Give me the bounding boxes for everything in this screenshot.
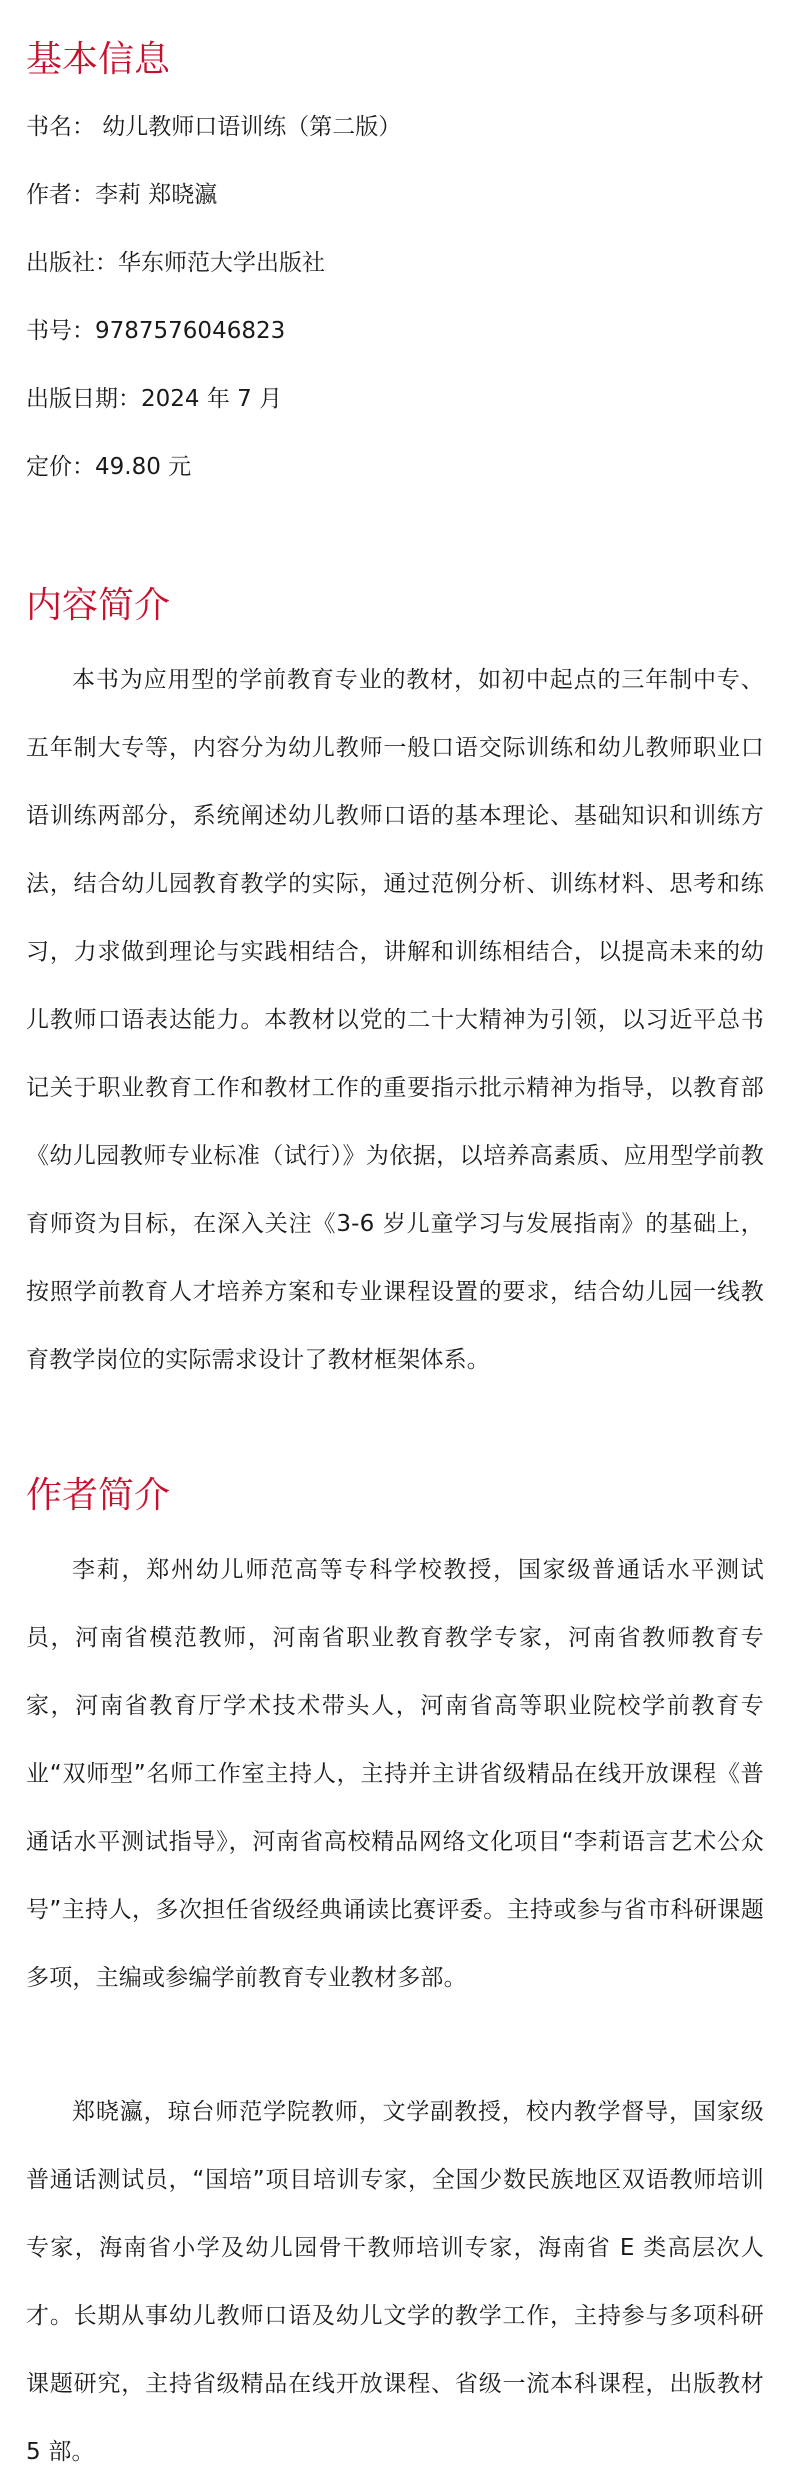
author-line: 作者：李莉 郑晓瀛 bbox=[26, 182, 218, 208]
summary-heading: 内容简介 bbox=[26, 585, 171, 626]
publish-date-line: 出版日期：2024 年 7 月 bbox=[26, 386, 283, 412]
price-line: 定价：49.80 元 bbox=[26, 454, 192, 480]
author-bio-li-li: 李莉，郑州幼儿师范高等专科学校教授，国家级普通话水平测试员，河南省模范教师，河南省职业教育教学专家，河南省教师教育专家，河南省教育厅学术技术带头人，河南省高等职业院校学前教育专业“双师型”名师工作室主持人，主持并主讲省级精品在线开放课程《普通话水平测试指导》，河南省高校精品网络文化项目“李莉语言艺术公众号”主持人，多次担任省级经典诵读比赛评委。主持或参与省市科研课题多项，主编或参编学前教育专业教材多部。 bbox=[26, 1557, 764, 1991]
book-title-line: 书名： 幼儿教师口语训练（第二版） bbox=[26, 114, 402, 140]
authors-heading: 作者简介 bbox=[26, 1475, 171, 1516]
isbn-line: 书号：9787576046823 bbox=[26, 318, 286, 344]
summary-paragraph: 本书为应用型的学前教育专业的教材，如初中起点的三年制中专、五年制大专等，内容分为幼儿教师一般口语交际训练和幼儿教师职业口语训练两部分，系统阐述幼儿教师口语的基本理论、基础知识和训练方法，结合幼儿园教育教学的实际，通过范例分析、训练材料、思考和练习，力求做到理论与实践相结合，讲解和训练相结合，以提高未来的幼儿教师口语表达能力。本教材以党的二十大精神为引领，以习近平总书记关于职业教育工作和教材工作的重要指示批示精神为指导，以教育部《幼儿园教师专业标准（试行）》为依据，以培养高素质、应用型学前教育师资为目标，在深入关注《3-6 岁儿童学习与发展指南》的基础上，按照学前教育人才培养方案和专业课程设置的要求，结合幼儿园一线教育教学岗位的实际需求设计了教材框架体系。 bbox=[26, 667, 764, 1373]
publisher-line: 出版社：华东师范大学出版社 bbox=[26, 250, 325, 276]
basic-info-heading: 基本信息 bbox=[26, 39, 171, 80]
author-bio-zheng-xiaoying: 郑晓瀛，琼台师范学院教师，文学副教授，校内教学督导，国家级普通话测试员，“国培”项目培训专家，全国少数民族地区双语教师培训专家，海南省小学及幼儿园骨干教师培训专家，海南省 E 类高层次人才。长期从事幼儿教师口语及幼儿文学的教学工作，主持参与多项科研课题研究，主持省级精品在线开放课程、省级一流本科课程，出版教材 5 部。 bbox=[26, 2099, 764, 2465]
